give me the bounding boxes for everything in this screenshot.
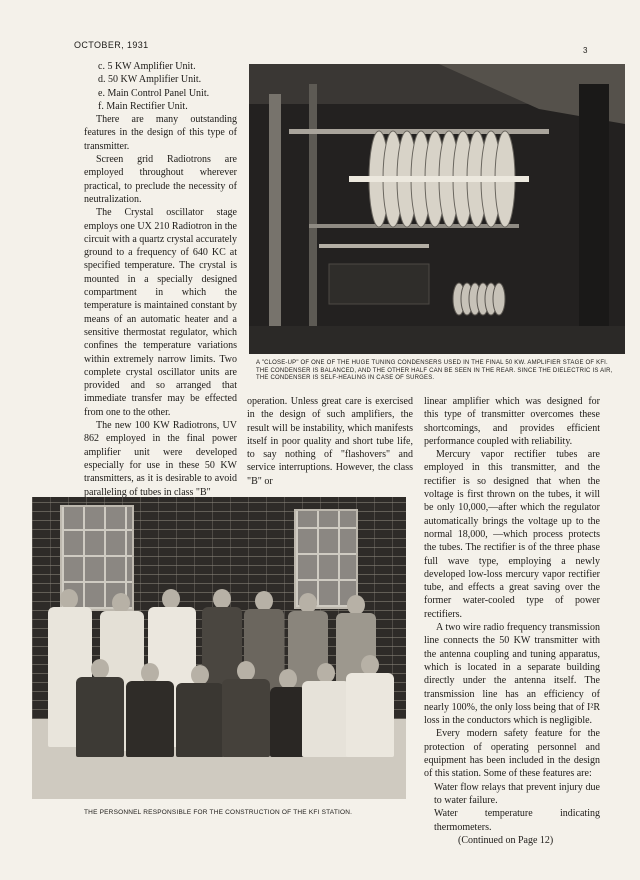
middle-column [247, 395, 413, 488]
paragraph: The new 100 KW Radiotrons, UV 862 employed in the final power amplifier unit were developed especially for use in these 50 KW transmitters, as it is desirable to avoid paralleling of tubes in class "B" [84, 420, 237, 498]
issue-date: OCTOBER, 1931 [74, 40, 149, 50]
list-item: d. 50 KW Amplifier Unit. [98, 74, 202, 86]
condenser-photo [249, 64, 625, 354]
paragraph: The Crystal oscillator stage employs one UX 210 Radiotron in the circuit with a quartz crystal accurately ground to a frequency of 640 KC at specified temperature. The crystal is mounted in a specially designed compartment in which the temperature is maintained constant by means of an automatic heater and a sensitive thermostat regulator, which confines the temperature variations within extremely narrow limits. Two complete crystal oscillator units are provided and so arranged that immediate transfer may be effected from one to the other. [84, 207, 237, 418]
continued-note: (Continued on Page 12) [458, 834, 554, 846]
page-number: 3 [583, 46, 588, 55]
paragraph: Screen grid Radiotrons are employed throughout wherever practical, to preclude the necessity of neutralization. [84, 154, 237, 205]
personnel-photo [32, 497, 406, 799]
paragraph: A two wire radio frequency transmission line connects the 50 KW transmitter with the antenna coupling and tuning apparatus, which is located in a separate building directly under the antenna itself. The transmission line has an efficiency of nearly 100%, the only loss being that of I²R loss in the conductors which is negligible. [424, 622, 600, 727]
person [220, 661, 272, 759]
paragraph: linear amplifier which was designed for this type of transmitter overcomes these shortcomings, and provides efficient performance coupled with reliability. [424, 396, 600, 447]
condenser-caption: A "CLOSE-UP" OF ONE OF THE HUGE TUNING CONDENSERS USED IN THE FINAL 50 KW. AMPLIFIER STAGE OF KFI. THE CONDENSER IS BALANCED, AND THE OTHER HALF CAN BE SEEN IN THE REAR. SINCE THE DIELECTRIC IS AIR, THE CONDENSER IS SELF-HEALING IN CASE OF SURGES. [256, 360, 613, 382]
feature-item: Water temperature indicating thermometers. [434, 808, 600, 833]
person [174, 665, 226, 759]
right-column [424, 395, 600, 847]
list-item: c. 5 KW Amplifier Unit. [98, 61, 196, 72]
condenser-illustration [249, 64, 625, 354]
paragraph: Every modern safety feature for the protection of operating personnel and equipment has been included in the design of this station. Some of these features are: [424, 728, 600, 780]
paragraph: operation. Unless great care is exercised in the design of such amplifiers, the result will be instability, which manifests itself in poor quality and short tube life, to say nothing of "flashovers" and service interruptions. However, the class "B" or [247, 396, 413, 487]
list-item: f. Main Rectifier Unit. [98, 100, 188, 112]
list-item: e. Main Control Panel Unit. [98, 87, 210, 99]
paragraph: There are many outstanding features in the design of this type of transmitter. [84, 114, 237, 152]
person [344, 655, 396, 759]
feature-item: Water flow relays that prevent injury due to water failure. [434, 781, 600, 806]
left-column [84, 60, 237, 499]
paragraph: Mercury vapor rectifier tubes are employed in this transmitter, and the rectifier is so designed that when the voltage is first thrown on the tubes, it will be only 10,000,—after which the regulator automatically brings the voltage up to the normal 18,000, —which process protects the tubes. The rectifier is of the three phase full wave type, employing a newly developed low-loss mercury vapor rectifier tube, and effects a great saving over the former water-cooled type of power rectifiers. [424, 449, 600, 620]
person [124, 663, 176, 759]
person [74, 659, 126, 759]
personnel-caption: THE PERSONNEL RESPONSIBLE FOR THE CONSTRUCTION OF THE KFI STATION. [84, 809, 353, 816]
